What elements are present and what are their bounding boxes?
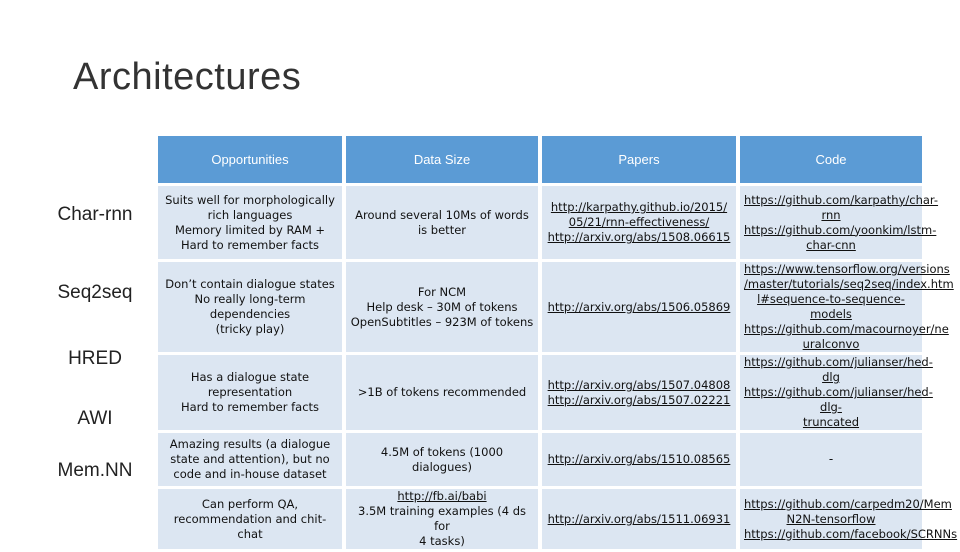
cell-papers: [542, 186, 736, 259]
code-link[interactable]: N2N-tensorflow: [786, 511, 876, 526]
row-label-hred: HRED: [68, 348, 122, 369]
cell-data-size: >1B of tokens recommended: [346, 355, 538, 430]
cell-opportunities: Don’t contain dialogue states No really long-term dependencies (tricky play): [158, 262, 342, 352]
code-link[interactable]: truncated: [802, 415, 860, 429]
code-link[interactable]: char-cnn: [806, 237, 856, 252]
header-opportunities: Opportunities: [158, 136, 342, 183]
cell-data-size: Around several 10Ms of words is better: [346, 186, 538, 259]
row-label-char-rnn: Char-rnn: [57, 204, 133, 225]
code-link[interactable]: https://www.tensorflow.org/versions: [744, 262, 950, 276]
code-link[interactable]: https://github.com/yoonkim/lstm-: [744, 222, 937, 237]
header-data-size: Data Size: [346, 136, 538, 183]
cell-code: [740, 262, 954, 352]
page-title: Architectures: [73, 56, 302, 98]
cell-opportunities: Suits well for morphologically rich languages Memory limited by RAM + Hard to remember facts: [158, 186, 342, 259]
code-link[interactable]: https://github.com/karpathy/char-: [744, 192, 939, 207]
cell-papers: [542, 433, 736, 486]
cell-code: [740, 489, 958, 549]
code-link[interactable]: https://github.com/facebook/SCRNNs: [744, 526, 958, 541]
table-row: [158, 355, 922, 430]
code-link[interactable]: https://github.com/julianser/hed-dlg: [744, 355, 933, 384]
cell-data-size: http://fb.ai/babi 3.5M training examples (4 ds for 4 tasks): [346, 489, 538, 549]
dataset-link[interactable]: http://fb.ai/babi: [397, 489, 487, 503]
cell-papers: [542, 489, 736, 549]
cell-papers: [542, 355, 736, 430]
table-row: [158, 262, 922, 352]
paper-link[interactable]: http://arxiv.org/abs/1510.08565: [547, 452, 731, 466]
code-link[interactable]: https://github.com/carpedm20/Mem: [744, 496, 952, 511]
table-row: [158, 186, 922, 259]
paper-link[interactable]: http://arxiv.org/abs/1511.06931: [547, 511, 731, 526]
code-link[interactable]: /master/tutorials/seq2seq/index.htm: [744, 277, 954, 291]
cell-opportunities: Has a dialogue state representation Hard to remember facts: [158, 355, 342, 430]
row-label-awi: AWI: [77, 408, 113, 429]
paper-link[interactable]: 05/21/rnn-effectiveness/: [568, 215, 710, 229]
architectures-table: [154, 133, 958, 552]
paper-link[interactable]: http://arxiv.org/abs/1507.04808: [547, 377, 731, 392]
cell-code: -: [740, 433, 922, 486]
code-link[interactable]: https://github.com/macournoyer/ne: [744, 322, 949, 336]
header-papers: Papers: [542, 136, 736, 183]
paper-link[interactable]: http://arxiv.org/abs/1506.05869: [547, 299, 731, 314]
code-link[interactable]: https://github.com/julianser/hed-dlg-: [744, 385, 933, 414]
paper-link[interactable]: http://arxiv.org/abs/1507.02221: [547, 392, 731, 407]
table-row: [158, 433, 922, 486]
table-row: [158, 489, 922, 549]
cell-papers: [542, 262, 736, 352]
code-link[interactable]: uralconvo: [802, 337, 860, 351]
cell-data-size: 4.5M of tokens (1000 dialogues): [346, 433, 538, 486]
row-label-memnn: Mem.NN: [57, 460, 133, 481]
cell-code: [740, 355, 933, 430]
code-link[interactable]: l#sequence-to-sequence-models: [757, 292, 905, 321]
paper-link[interactable]: http://arxiv.org/abs/1508.06615: [547, 230, 731, 244]
header-code: Code: [740, 136, 922, 183]
header-row: [158, 136, 922, 183]
cell-code: [740, 186, 939, 259]
code-link[interactable]: rnn: [821, 207, 841, 222]
cell-data-size: For NCM Help desk – 30M of tokens OpenSubtitles – 923M of tokens: [346, 262, 538, 352]
cell-opportunities: Amazing results (a dialogue state and attention), but no code and in-house dataset: [158, 433, 342, 486]
row-label-seq2seq: Seq2seq: [57, 282, 133, 303]
paper-link[interactable]: http://karpathy.github.io/2015/: [550, 200, 728, 214]
cell-opportunities: Can perform QA, recommendation and chit- chat: [158, 489, 342, 549]
